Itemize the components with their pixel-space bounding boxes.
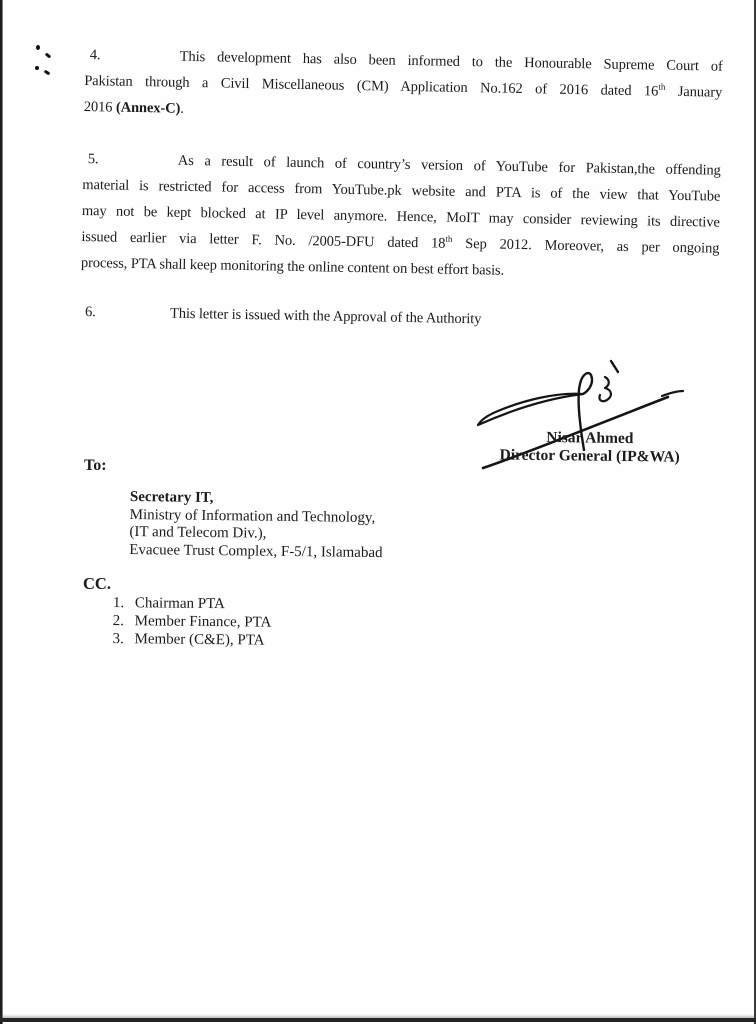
superscript-ordinal: th [658, 81, 666, 92]
paragraph-line: Pakistan through a Civil Miscellaneous (CM) Application No.162 of 2016 dated 16th January [84, 72, 723, 101]
paragraph-line: process, PTA shall keep monitoring the online content on best effort basis. [80, 254, 505, 279]
signatory-title: Director General (IP&WA) [499, 446, 680, 466]
ink-mark [36, 45, 40, 50]
paragraph-line: material is restricted for access from YouTube.pk website and PTA is of the view that YouTube [82, 176, 721, 205]
paragraph-line: This development has also been informed to the Honourable Supreme Court of [179, 48, 723, 75]
paragraph-number: 5. [87, 151, 99, 168]
scan-edge-bottom [0, 1018, 756, 1022]
address-line: Ministry of Information and Technology, [129, 506, 376, 526]
cc-item-label: Chairman PTA [134, 595, 226, 613]
cc-item [112, 630, 412, 651]
cc-list [112, 594, 413, 651]
letter-body [80, 42, 723, 337]
paragraph-number: 4. [89, 47, 101, 64]
cc-item-number: 1. [112, 594, 125, 612]
paragraph-line: may not be kept blocked at IP level anymore. Hence, MoIT may consider reviewing its directive [81, 202, 720, 231]
recipient-address [129, 489, 470, 563]
ink-mark [44, 70, 51, 76]
address-line: (IT and Telecom Div.), [129, 523, 267, 542]
signatory-name: Nisar Ahmed [546, 429, 634, 448]
cc-item-number: 2. [112, 612, 125, 630]
recipient-name: Secretary IT, [129, 489, 214, 507]
signature-block [462, 428, 718, 467]
paragraph-line: issued earlier via letter F. No. /2005-DFU dated 18th Sep 2012. Moreover, as per ongoing [81, 228, 720, 257]
cc-label: CC. [83, 574, 111, 593]
annex-reference: (Annex-C) [115, 99, 181, 117]
scan-edge-left [0, 0, 3, 1024]
paragraph-6 [80, 299, 718, 337]
to-label: To: [84, 457, 107, 474]
paragraph-line: 2016 (Annex-C). [83, 98, 184, 117]
address-line: Evacuee Trust Complex, F-5/1, Islamabad [129, 541, 383, 561]
ink-mark [35, 66, 39, 70]
paragraph-4 [84, 42, 723, 132]
paragraph-5 [81, 146, 721, 288]
paragraph-number: 6. [84, 304, 96, 321]
cc-item-number: 3. [112, 630, 124, 648]
ink-mark [45, 52, 52, 58]
paragraph-line: This letter is issued with the Approval of the Authority [169, 305, 482, 328]
paragraph-line: As a result of launch of country’s version of YouTube for Pakistan,the offending [177, 152, 721, 179]
cc-item-label: Member (C&E), PTA [134, 631, 265, 649]
cc-item-label: Member Finance, PTA [134, 613, 272, 631]
superscript-ordinal: th [445, 233, 453, 244]
